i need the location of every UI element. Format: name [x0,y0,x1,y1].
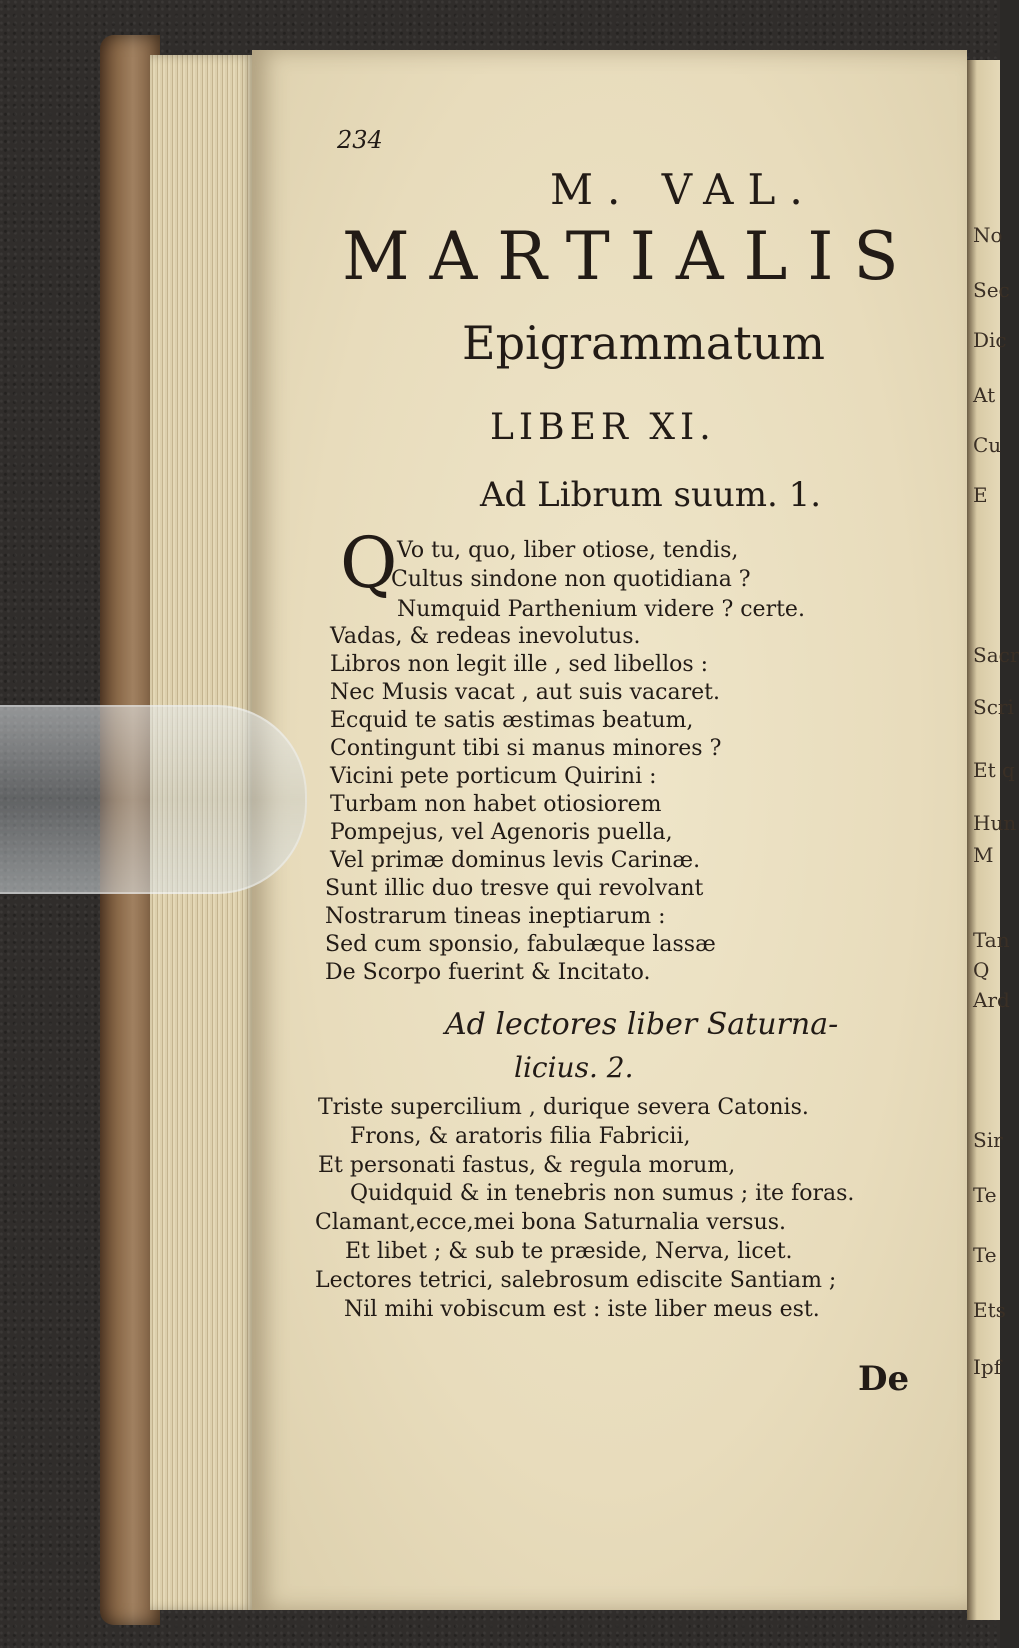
verse-line: Et libet ; & sub te præside, Nerva, licet. [345,1239,793,1264]
author-name: MARTIALIS [342,218,919,295]
next-page-fragment: At [973,383,996,407]
next-page-fragment: Tan [973,928,1010,952]
next-page-fragment: No [973,223,1003,247]
verse-line: Nil mihi vobiscum est : iste liber meus est. [344,1297,820,1322]
verse-line: Cultus sindone non quotidiana ? [391,567,751,592]
verse-line: Frons, & aratoris filia Fabricii, [350,1124,691,1149]
verse-line: Sed cum sponsio, fabulæque lassæ [325,932,716,957]
epigram-2-heading: Ad lectores liber Saturna- [445,1007,839,1042]
verse-line: Ecquid te satis æstimas beatum, [330,708,694,733]
next-page-fragment: Ets [973,1298,1006,1322]
epigram-2-heading-continued: licius. 2. [514,1051,634,1084]
next-page-fragment: Cu [973,433,1002,457]
next-page-fragment: Sacr [973,643,1019,667]
verse-line: Lectores tetrici, salebrosum ediscite Santiam ; [315,1268,837,1293]
verse-line: Vadas, & redeas inevolutus. [330,624,641,649]
verse-line: Sunt illic duo tresve qui revolvant [325,876,704,901]
next-page-edge [967,60,1019,1620]
verse-line: Vo tu, quo, liber otiose, tendis, [397,538,739,563]
epigram-1-heading: Ad Librum suum. 1. [480,475,822,515]
verse-line: Contingunt tibi si manus minores ? [330,736,722,761]
verse-line: Triste supercilium , durique severa Catonis. [318,1095,809,1120]
next-page-fragment: Sir [973,1128,1003,1152]
verse-line: Quidquid & in tenebris non sumus ; ite foras. [350,1181,855,1206]
verse-line: Nostrarum tineas ineptiarum : [325,904,666,929]
next-page-fragment: E [973,483,988,507]
next-page-fragment: Sec [973,278,1010,302]
verse-line: Pompejus, vel Agenoris puella, [330,820,673,845]
verse-line: Libros non legit ille , sed libellos : [330,652,709,677]
drop-cap: Q [340,522,398,604]
next-page-fragment: Ard [973,988,1010,1012]
next-page-fragment: Te [973,1183,997,1207]
verse-line: Vel primæ dominus levis Carinæ. [330,848,701,873]
verse-line: Clamant,ecce,mei bona Saturnalia versus. [315,1210,787,1235]
verse-line: De Scorpo fuerint & Incitato. [325,960,651,985]
verse-line: Numquid Parthenium videre ? certe. [397,597,805,622]
next-page-fragment: Et q [973,758,1015,782]
next-page-fragment: Scri [973,695,1014,719]
author-prefix: M. VAL. [550,165,817,214]
verse-line: Vicini pete porticum Quirini : [330,764,657,789]
book-title: LIBER XI. [490,407,716,448]
catchword: De [858,1359,910,1399]
next-page-fragment: M [973,843,994,867]
next-page-fragment: Ipf [973,1355,1002,1379]
next-page-fragment: Te [973,1243,997,1267]
next-page-fragment: Dic [973,328,1007,352]
next-page-fragment: Q [973,958,990,982]
page-number: 234 [337,126,383,154]
page-holder-clip [0,705,307,894]
work-title: Epigrammatum [462,316,825,370]
verse-line: Et personati fastus, & regula morum, [318,1153,736,1178]
verse-line: Nec Musis vacat , aut suis vacaret. [330,680,720,705]
next-page-fragment: Hun [973,811,1017,835]
verse-line: Turbam non habet otiosiorem [330,792,662,817]
